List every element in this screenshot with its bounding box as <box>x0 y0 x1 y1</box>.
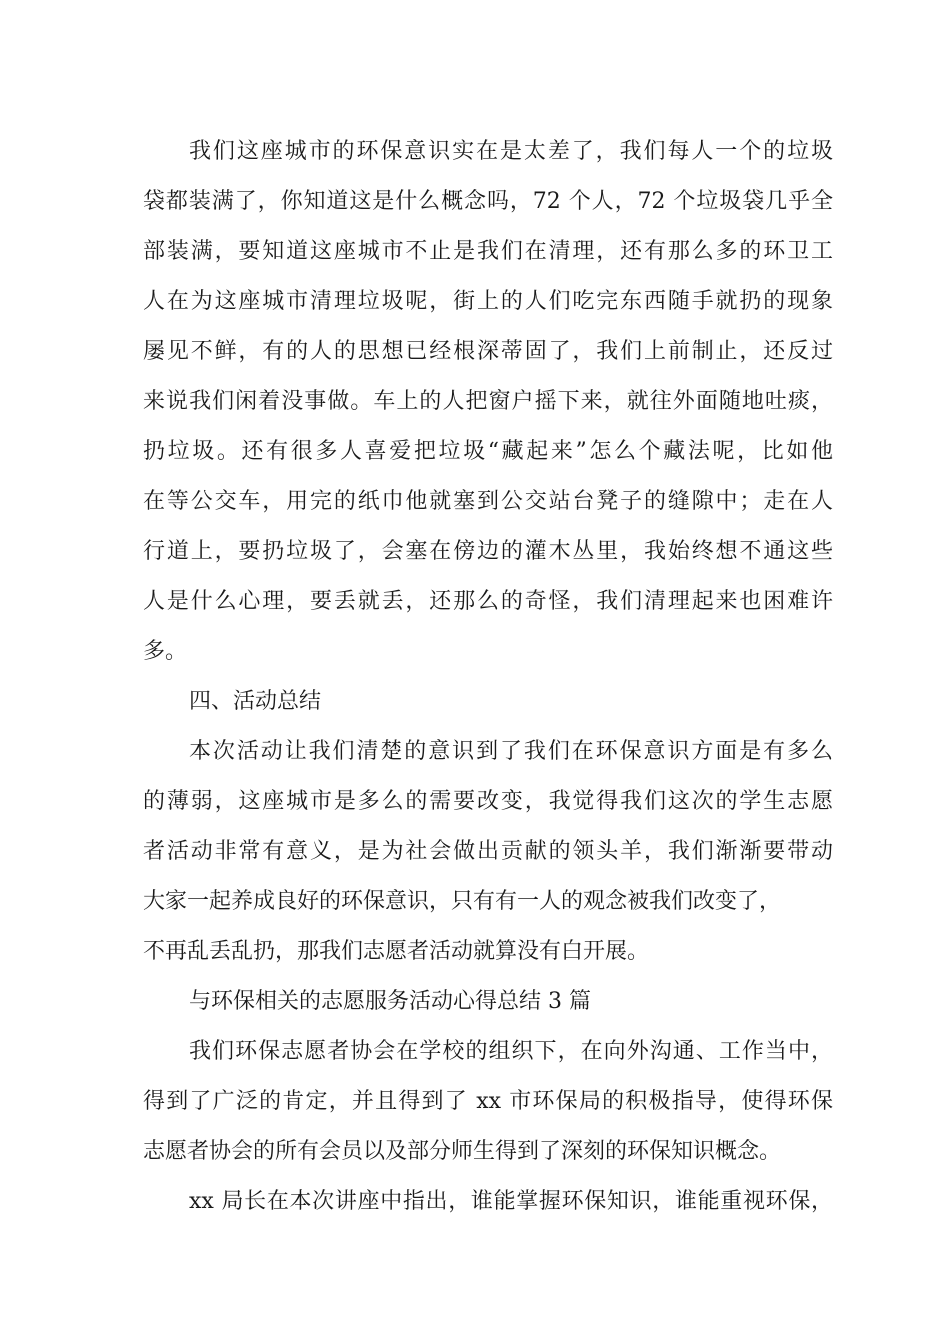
text-line: 大家一起养成良好的环保意识，只有有一人的观念被我们改变了， <box>143 889 782 914</box>
text-line: 得到了广泛的肯定，并且得到了 xx 市环保局的积极指导，使得环保 <box>143 1089 833 1114</box>
text-line: 不再乱丢乱扔，那我们志愿者活动就算没有白开展。 <box>143 939 650 964</box>
paragraph <box>143 127 833 677</box>
paragraph <box>143 1027 833 1177</box>
paragraph <box>143 727 833 977</box>
text-line: 志愿者协会的所有会员以及部分师生得到了深刻的环保知识概念。 <box>143 1139 782 1164</box>
section-heading: 四、活动总结 <box>189 689 322 714</box>
text-line: 人是什么心理，要丢就丢，还那么的奇怪，我们清理起来也困难许 <box>143 589 833 614</box>
article-title: 与环保相关的志愿服务活动心得总结 3 篇 <box>189 989 591 1014</box>
text-line: 人在为这座城市清理垃圾呢，街上的人们吃完东西随手就扔的现象 <box>143 289 833 314</box>
text-line: 本次活动让我们清楚的意识到了我们在环保意识方面是有多么 <box>189 739 833 764</box>
text-line: 扔垃圾。还有很多人喜爱把垃圾“藏起来”怎么个藏法呢，比如他 <box>143 439 833 464</box>
paragraph <box>143 1177 833 1227</box>
text-line: 部装满，要知道这座城市不止是我们在清理，还有那么多的环卫工 <box>143 239 833 264</box>
text-line: 我们这座城市的环保意识实在是太差了，我们每人一个的垃圾 <box>189 139 833 164</box>
text-line: 在等公交车，用完的纸巾他就塞到公交站台凳子的缝隙中；走在人 <box>143 489 833 514</box>
text-line: 行道上，要扔垃圾了，会塞在傍边的灌木丛里，我始终想不通这些 <box>143 539 833 564</box>
text-line: 来说我们闲着没事做。车上的人把窗户摇下来，就往外面随地吐痰， <box>143 389 833 414</box>
text-line: 袋都装满了，你知道这是什么概念吗，72 个人，72 个垃圾袋几乎全 <box>143 189 833 214</box>
text-line: 者活动非常有意义，是为社会做出贡献的领头羊，我们渐渐要带动 <box>143 839 833 864</box>
document-body <box>143 127 833 1227</box>
text-line: xx 局长在本次讲座中指出，谁能掌握环保知识，谁能重视环保， <box>189 1189 833 1214</box>
text-line: 多。 <box>143 639 188 664</box>
text-line: 的薄弱，这座城市是多么的需要改变，我觉得我们这次的学生志愿 <box>143 789 833 814</box>
text-line: 我们环保志愿者协会在学校的组织下，在向外沟通、工作当中， <box>189 1039 833 1064</box>
text-line: 屡见不鲜，有的人的思想已经根深蒂固了，我们上前制止，还反过 <box>143 339 833 364</box>
